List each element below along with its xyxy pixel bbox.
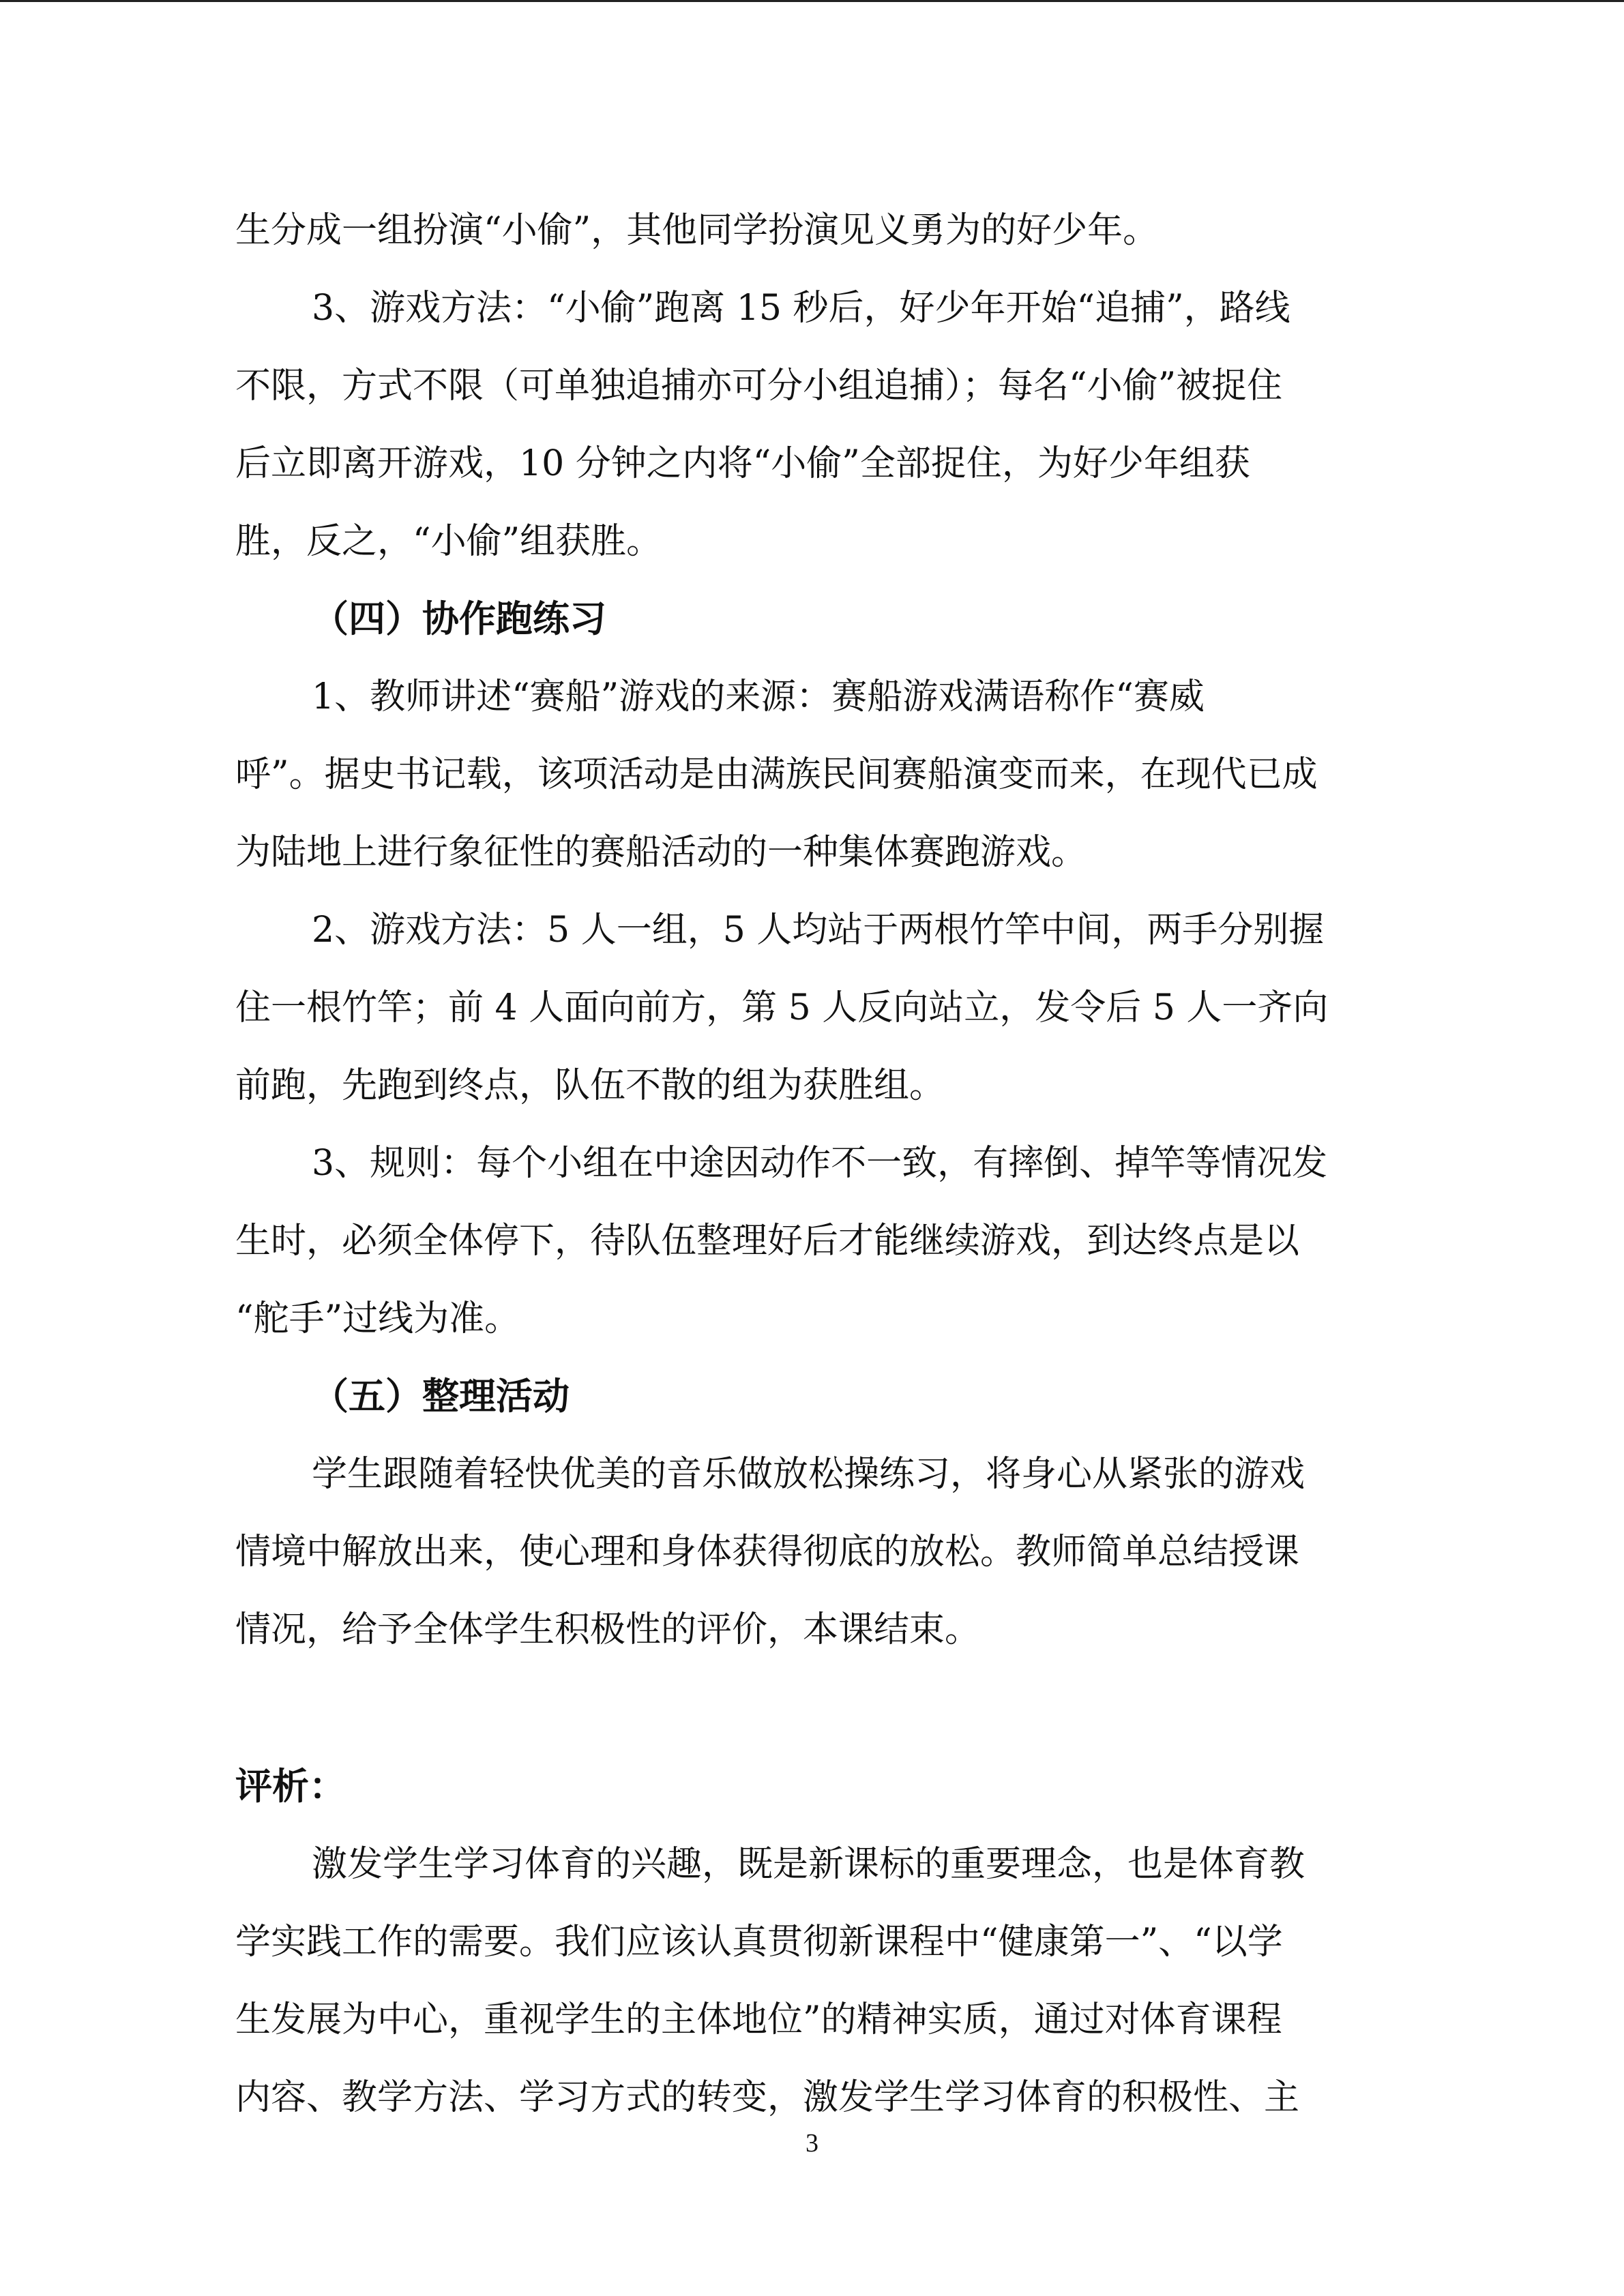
body-text-line: 为陆地上进行象征性的赛船活动的一种集体赛跑游戏。 xyxy=(235,832,1087,873)
body-text-line: 生时，必须全体停下，待队伍整理好后才能继续游戏，到达终点是以 xyxy=(235,1221,1300,1262)
body-text-line: 1、教师讲述“赛船”游戏的来源：赛船游戏满语称作“赛威 xyxy=(312,676,1205,717)
body-text-line: 生发展为中心，重视学生的主体地位”的精神实质，通过对体育课程 xyxy=(235,1999,1282,2040)
body-text-line: 3、游戏方法：“小偷”跑离 15 秒后，好少年开始“追捕”，路线 xyxy=(312,288,1290,329)
body-text-line: 胜，反之，“小偷”组获胜。 xyxy=(235,521,662,562)
body-text-line: 激发学生学习体育的兴趣，既是新课标的重要理念，也是体育教 xyxy=(312,1844,1305,1885)
body-text-line: 学生跟随着轻快优美的音乐做放松操练习，将身心从紧张的游戏 xyxy=(312,1454,1305,1495)
body-text-line: 学实践工作的需要。我们应该认真贯彻新课程中“健康第一”、“以学 xyxy=(235,1922,1283,1963)
body-text-line: 生分成一组扮演“小偷”，其他同学扮演见义勇为的好少年。 xyxy=(235,210,1159,251)
section-heading: （四）协作跑练习 xyxy=(312,597,606,640)
body-text-line: 内容、教学方法、学习方式的转变，激发学生学习体育的积极性、主 xyxy=(235,2077,1300,2118)
body-text-line: 情况，给予全体学生积极性的评价，本课结束。 xyxy=(235,1609,981,1650)
body-text-line: 后立即离开游戏，10 分钟之内将“小偷”全部捉住，为好少年组获 xyxy=(235,443,1250,484)
body-text-line: 2、游戏方法：5 人一组，5 人均站于两根竹竿中间，两手分别握 xyxy=(312,910,1325,951)
page-number: 3 xyxy=(806,2129,818,2158)
body-text-line: “舵手”过线为准。 xyxy=(235,1298,520,1339)
body-text-line: 住一根竹竿；前 4 人面向前方，第 5 人反向站立，发令后 5 人一齐向 xyxy=(235,987,1329,1028)
top-border-line xyxy=(0,0,1624,2)
body-text-line: 情境中解放出来，使心理和身体获得彻底的放松。教师简单总结授课 xyxy=(235,1532,1300,1572)
section-heading: （五）整理活动 xyxy=(312,1375,570,1418)
body-text-line: 3、规则：每个小组在中途因动作不一致，有摔倒、掉竿等情况发 xyxy=(312,1143,1328,1184)
body-text-line: 不限，方式不限（可单独追捕亦可分小组追捕）；每名“小偷”被捉住 xyxy=(235,366,1283,406)
body-text-line: 前跑，先跑到终点，队伍不散的组为获胜组。 xyxy=(235,1065,945,1106)
body-text-line: 呼”。据史书记载，该项活动是由满族民间赛船演变而来，在现代已成 xyxy=(235,754,1318,795)
analysis-label: 评析： xyxy=(235,1765,346,1808)
